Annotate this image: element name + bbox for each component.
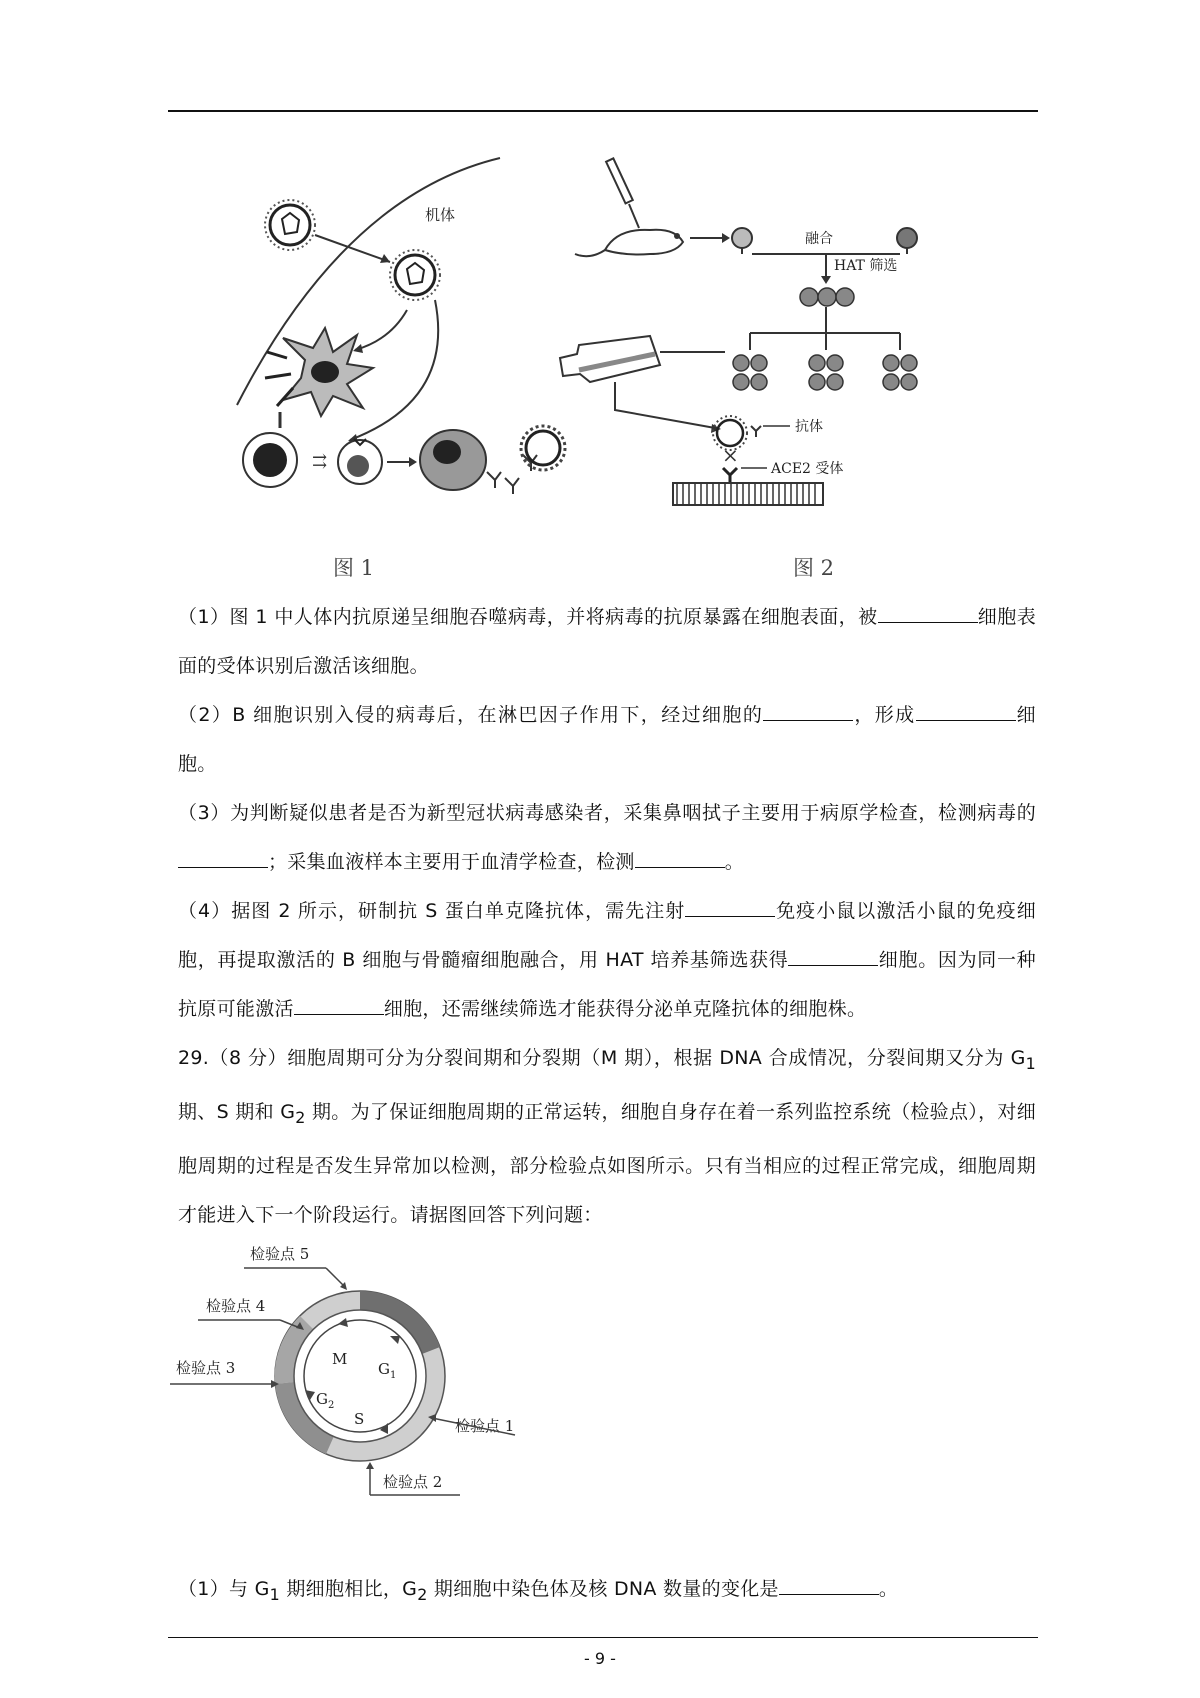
mouse-icon: [575, 230, 683, 257]
question-28-3: （3）为判断疑似患者是否为新型冠状病毒感染者，采集鼻咽拭子主要用于病原学检查，检测病毒的；采集血液样本主要用于血清学检查，检测 。: [178, 802, 1036, 873]
receptor-label: ACE2 受体: [771, 461, 844, 477]
svg-text:⇉: ⇉: [312, 451, 328, 472]
question-29-1: （1）与 $G_1$ 期细胞相比，$G_2$ 期细胞中染色体及核 DNA 数量的变化是 。: [178, 1565, 1036, 1619]
phase-g1: G: [378, 1360, 390, 1378]
header-rule: [168, 110, 1038, 112]
footer-rule: [168, 1637, 1038, 1638]
question-28-2: （2）B 细胞识别入侵的病毒后，在淋巴因子作用下，经过细胞的 ，形成 细胞。: [178, 691, 1036, 789]
hybridoma-cells: [800, 288, 854, 306]
page-number: - 9 -: [584, 1649, 616, 1668]
figure-1: [225, 150, 585, 590]
figure-1-caption: 图 1: [333, 556, 375, 580]
checkpoint-3: 检验点 3: [176, 1359, 236, 1377]
cell-cluster: [733, 355, 917, 390]
antibody-icon: [487, 455, 537, 494]
antibody-label: 抗体: [795, 419, 823, 435]
body-label: 机体: [425, 206, 456, 224]
checkpoint-4: 检验点 4: [206, 1297, 266, 1315]
cell-membrane: [673, 483, 823, 505]
question-text: [178, 593, 1036, 1240]
phase-m: M: [332, 1350, 348, 1368]
cross-mark: ×: [722, 443, 739, 467]
culture-flask-icon: [560, 336, 660, 382]
phase-g2: G: [316, 1390, 328, 1408]
question-29-intro: 29.（8 分）细胞周期可分为分裂间期和分裂期（M 期），根据 DNA 合成情况，分裂间期又分为 $G_1$ 期、S 期和 $G_2$ 期。为了保证细胞周期的正常运转，细胞自身存在着一系列监控系统（检验点），对细胞周期的过程是否发生异常加以检测，部分检验点如图所示。只有当相应的过程正常完成，细胞周期才能进入下一个阶段运行。请据图回答下列问题：: [178, 1047, 1036, 1226]
t-cell: [243, 433, 297, 487]
checkpoint-2: 检验点 2: [383, 1473, 443, 1491]
cell-cycle-figure: [170, 1238, 590, 1498]
virus-icon: [390, 250, 440, 300]
figure-2: [555, 150, 965, 590]
cell-cycle-ring: [275, 1291, 445, 1461]
hat-label: HAT 筛选: [834, 258, 898, 274]
fusion-label: 融合: [805, 231, 833, 247]
antigen-presenting-cell: [265, 328, 373, 416]
question-28-1: （1）图 1 中人体内抗原递呈细胞吞噬病毒，并将病毒的抗原暴露在细胞表面，被 细胞表面的受体识别后激活该细胞。: [178, 593, 1036, 691]
phase-g1-sub: 1: [389, 1370, 397, 1381]
virus-icon: [265, 200, 315, 250]
syringe-icon: [606, 158, 639, 228]
checkpoint-5: 检验点 5: [250, 1245, 310, 1263]
phase-s: S: [354, 1410, 365, 1428]
checkpoint-1: 检验点 1: [455, 1417, 515, 1435]
phase-g2-sub: 2: [327, 1400, 335, 1411]
question-28-4: （4）据图 2 所示，研制抗 S 蛋白单克隆抗体，需先注射 免疫小鼠以激活小鼠的免疫细胞，再提取激活的 B 细胞与骨髓瘤细胞融合，用 HAT 培养基筛选获得 细胞。因为同一种抗原可能激活 细胞，还需继续筛选才能获得分泌单克隆抗体的细胞株。: [178, 887, 1036, 1034]
plasma-cell: [420, 430, 486, 490]
figure-2-caption: 图 2: [793, 556, 835, 580]
b-cell: [338, 439, 382, 484]
